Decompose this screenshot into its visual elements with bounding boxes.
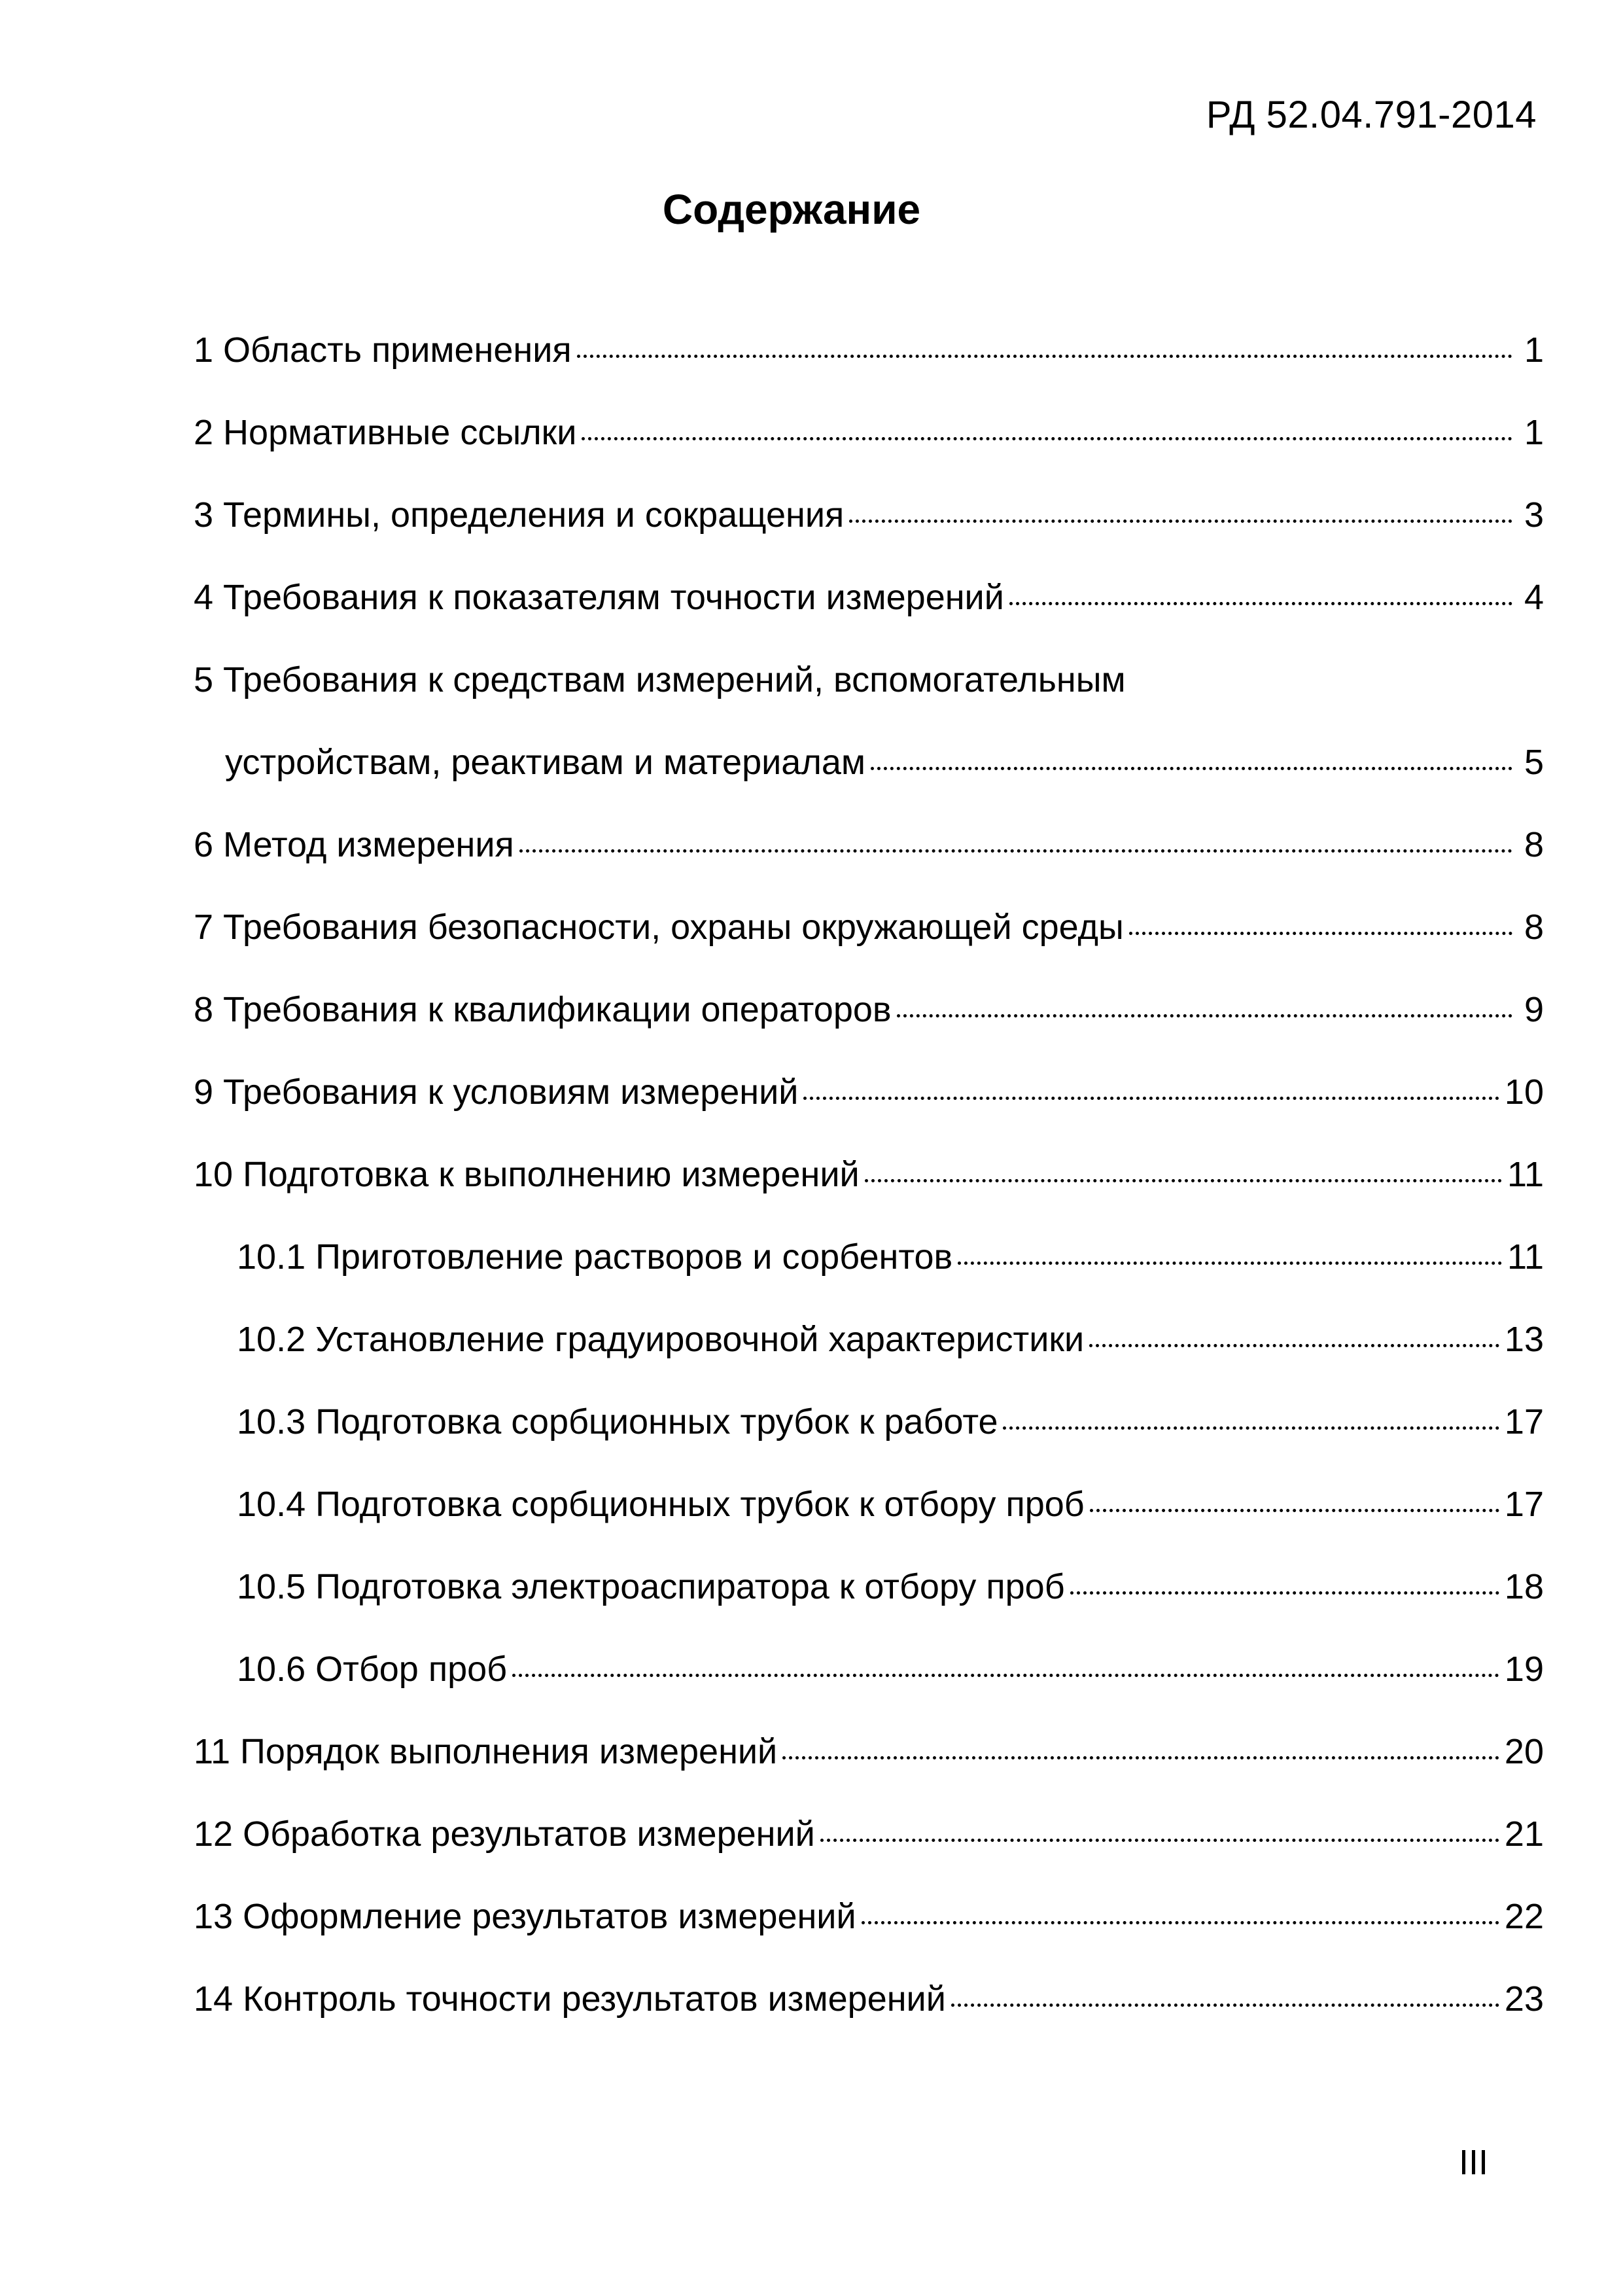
toc-leader-dots [582, 437, 1512, 440]
toc-entry-page: 3 [1524, 495, 1544, 535]
toc-entry-page: 17 [1504, 1485, 1544, 1524]
document-code: РД 52.04.791-2014 [1206, 94, 1537, 136]
toc-leader-dots [512, 1674, 1499, 1677]
toc-entry-page: 20 [1504, 1732, 1544, 1771]
toc-entry-label: 7 Требования безопасности, охраны окружающей среды [194, 908, 1124, 947]
toc-entry-13[interactable] [194, 1894, 1544, 1976]
toc-entry-2[interactable] [194, 410, 1544, 492]
toc-entry-label: 2 Нормативные ссылки [194, 413, 577, 452]
toc-entry-page: 13 [1504, 1320, 1544, 1359]
toc-entry-10-3[interactable] [194, 1399, 1544, 1481]
table-of-contents [194, 327, 1544, 2058]
toc-leader-dots [862, 1921, 1499, 1924]
toc-entry-12[interactable] [194, 1811, 1544, 1894]
toc-entry-page: 1 [1524, 330, 1544, 370]
toc-leader-dots [803, 1097, 1499, 1100]
toc-entry-3[interactable] [194, 492, 1544, 574]
toc-entry-label: 5 Требования к средствам измерений, вспомогательным [194, 660, 1126, 699]
toc-entry-page: 9 [1524, 990, 1544, 1029]
toc-entry-label: 10 Подготовка к выполнению измерений [194, 1155, 860, 1194]
toc-entry-label: устройствам, реактивам и материалам [225, 743, 865, 782]
page-number: III [1458, 2143, 1488, 2182]
toc-entry-label: 10.2 Установление градуировочной характеристики [237, 1320, 1085, 1359]
toc-entry-label: 8 Требования к квалификации операторов [194, 990, 892, 1029]
toc-entry-11[interactable] [194, 1729, 1544, 1811]
toc-entry-label: 3 Термины, определения и сокращения [194, 495, 845, 535]
toc-entry-page: 22 [1504, 1897, 1544, 1936]
toc-leader-dots [958, 1262, 1502, 1265]
toc-entry-page: 23 [1504, 1979, 1544, 2019]
toc-entry-label: 10.1 Приготовление растворов и сорбентов [237, 1237, 953, 1277]
toc-leader-dots [1070, 1591, 1499, 1595]
toc-entry-page: 5 [1524, 743, 1544, 782]
toc-entry-5[interactable] [194, 657, 1544, 739]
toc-leader-dots [1003, 1426, 1499, 1430]
toc-entry-14[interactable] [194, 1976, 1544, 2058]
page-title: Содержание [662, 186, 921, 233]
toc-leader-dots [951, 2004, 1499, 2007]
toc-entry-label: 10.5 Подготовка электроаспиратора к отбору проб [237, 1567, 1065, 1606]
toc-leader-dots [849, 520, 1512, 523]
toc-entry-10-4[interactable] [194, 1481, 1544, 1564]
toc-entry-label: 12 Обработка результатов измерений [194, 1814, 815, 1854]
toc-entry-10-5[interactable] [194, 1564, 1544, 1646]
toc-entry-10[interactable] [194, 1152, 1544, 1234]
toc-leader-dots [519, 849, 1512, 853]
toc-entry-page: 10 [1504, 1072, 1544, 1112]
toc-entry-page: 1 [1524, 413, 1544, 452]
toc-entry-5-continuation[interactable] [194, 739, 1544, 822]
toc-entry-page: 8 [1524, 908, 1544, 947]
toc-entry-1[interactable] [194, 327, 1544, 410]
toc-leader-dots [1009, 602, 1512, 605]
toc-leader-dots [820, 1839, 1499, 1842]
toc-entry-label: 6 Метод измерения [194, 825, 514, 864]
toc-entry-page: 19 [1504, 1650, 1544, 1689]
toc-entry-8[interactable] [194, 987, 1544, 1069]
toc-entry-label: 4 Требования к показателям точности измерений [194, 578, 1004, 617]
toc-entry-7[interactable] [194, 904, 1544, 987]
toc-entry-label: 10.6 Отбор проб [237, 1650, 508, 1689]
toc-entry-9[interactable] [194, 1069, 1544, 1152]
toc-entry-page: 18 [1504, 1567, 1544, 1606]
toc-entry-page: 11 [1507, 1237, 1544, 1277]
toc-entry-page: 8 [1524, 825, 1544, 864]
toc-entry-6[interactable] [194, 822, 1544, 904]
toc-leader-dots [897, 1014, 1512, 1017]
toc-entry-label: 10.3 Подготовка сорбционных трубок к работе [237, 1402, 998, 1441]
toc-entry-10-1[interactable] [194, 1234, 1544, 1316]
toc-entry-page: 21 [1504, 1814, 1544, 1854]
toc-entry-10-2[interactable] [194, 1316, 1544, 1399]
toc-leader-dots [1089, 1344, 1499, 1347]
toc-entry-label: 9 Требования к условиям измерений [194, 1072, 799, 1112]
toc-entry-label: 1 Область применения [194, 330, 572, 370]
toc-entry-page: 17 [1504, 1402, 1544, 1441]
toc-entry-10-6[interactable] [194, 1646, 1544, 1729]
toc-entry-label: 14 Контроль точности результатов измерений [194, 1979, 946, 2019]
toc-entry-label: 11 Порядок выполнения измерений [194, 1732, 778, 1771]
toc-entry-page: 4 [1524, 578, 1544, 617]
toc-leader-dots [1090, 1509, 1499, 1512]
toc-entry-label: 10.4 Подготовка сорбционных трубок к отбору проб [237, 1485, 1085, 1524]
toc-entry-label: 13 Оформление результатов измерений [194, 1897, 856, 1936]
toc-entry-page: 11 [1507, 1155, 1544, 1194]
toc-leader-dots [1129, 932, 1512, 935]
toc-leader-dots [865, 1179, 1502, 1182]
toc-leader-dots [871, 767, 1512, 770]
toc-leader-dots [782, 1756, 1499, 1759]
toc-entry-4[interactable] [194, 574, 1544, 657]
toc-leader-dots [577, 355, 1512, 358]
